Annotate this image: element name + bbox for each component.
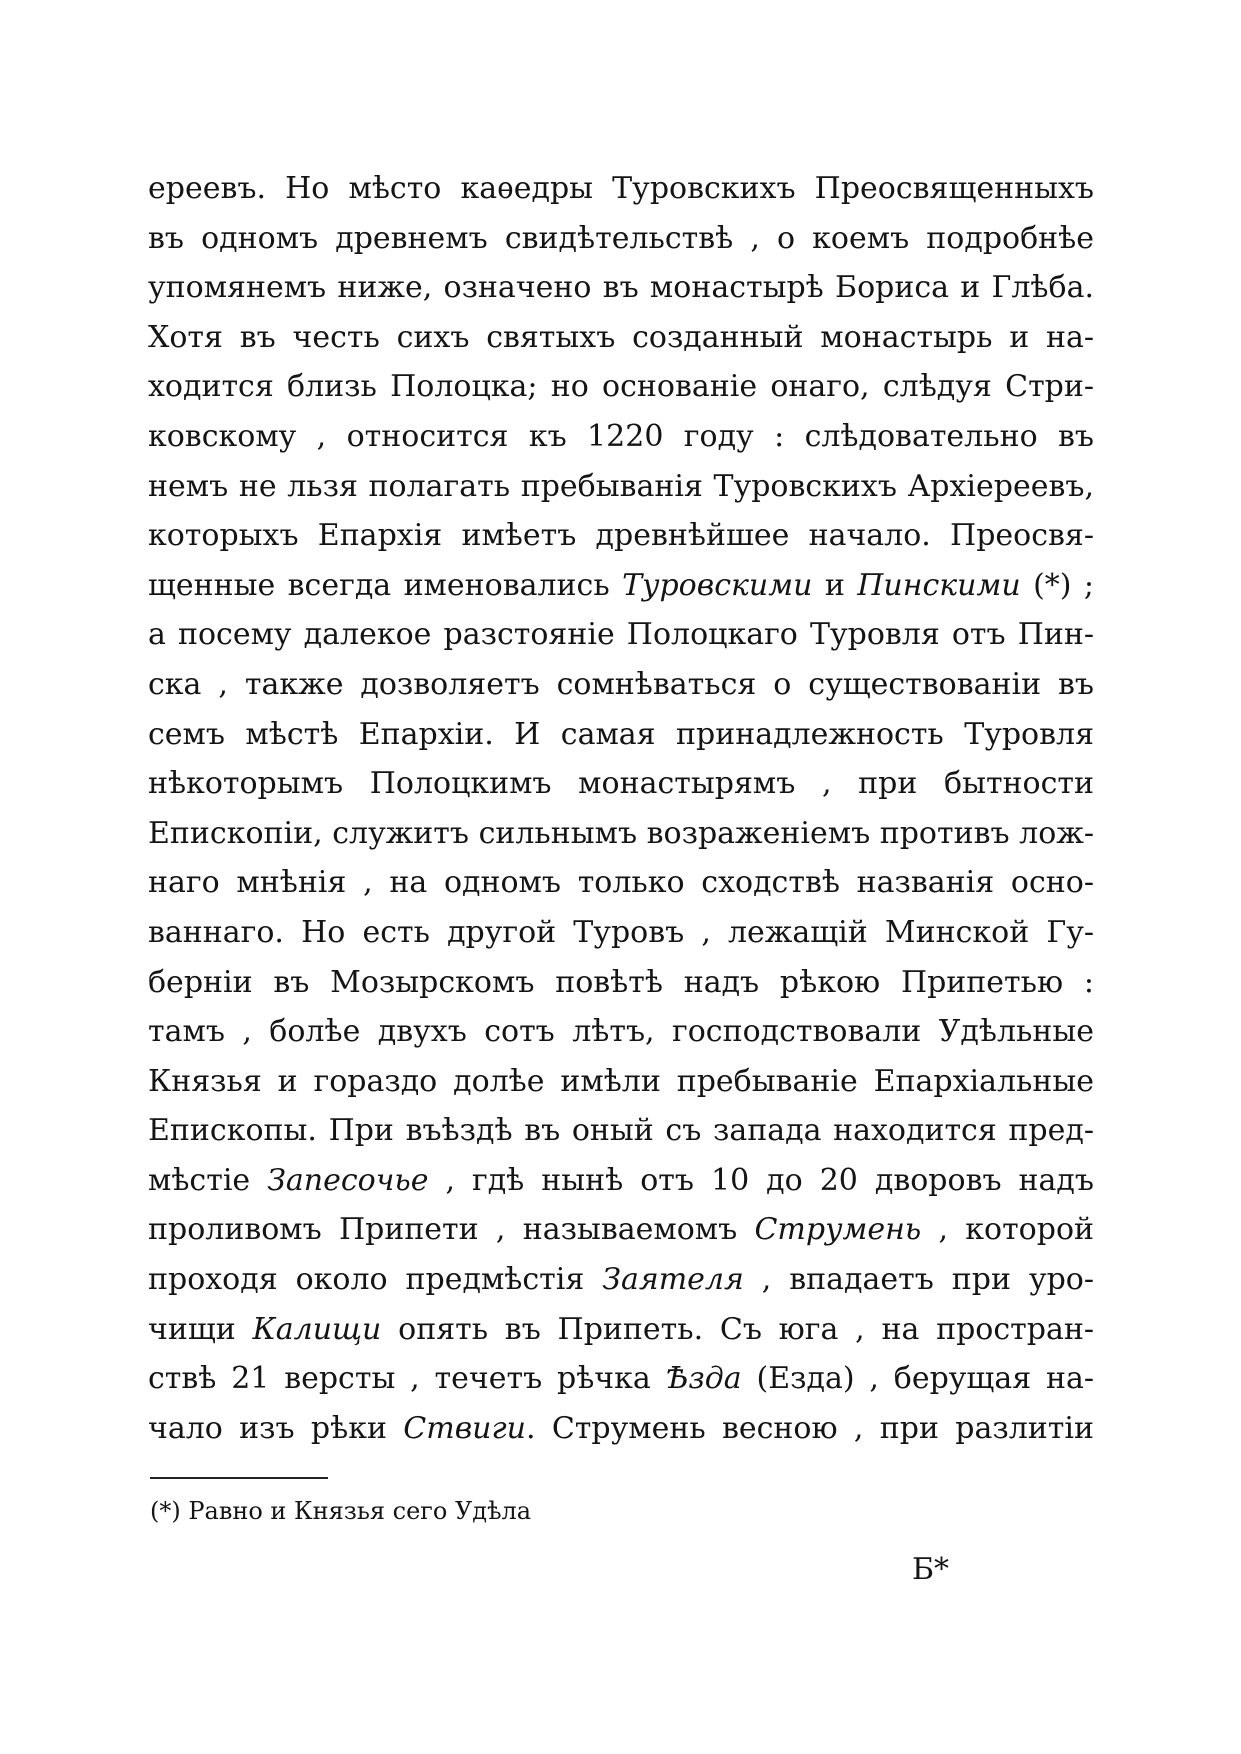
text-segment: (*) ; xyxy=(1020,567,1094,603)
text-segment: Хотя въ честь сихъ святыхъ созданный монастырь и на- xyxy=(148,319,1094,355)
text-segment: которыхъ Епархія имѣетъ древнѣйшее начало. Преосвя- xyxy=(148,518,1094,554)
italic-name: Ствиги xyxy=(403,1410,526,1446)
text-line xyxy=(148,710,1094,760)
italic-name: Запесочье xyxy=(267,1162,429,1198)
text-line xyxy=(148,313,1094,363)
text-segment: въ одномъ древнемъ свидѣтельствѣ , о коемъ подробнѣе xyxy=(148,220,1094,256)
text-segment: семъ мѣстѣ Епархіи. И самая принадлежность Туровля xyxy=(148,716,1094,752)
text-segment: (Езда) , берущая на- xyxy=(741,1361,1094,1397)
text-line xyxy=(148,214,1094,264)
text-line xyxy=(148,412,1094,462)
text-line xyxy=(148,362,1094,412)
text-segment: мѣстіе xyxy=(148,1162,268,1198)
text-segment: наго мнѣнія , на одномъ только сходствѣ названія осно- xyxy=(148,865,1094,901)
text-segment: проливомъ Припети , называемомъ xyxy=(148,1212,755,1248)
text-segment: опять въ Припеть. Съ юга , на простран- xyxy=(381,1311,1094,1347)
text-segment: ствѣ 21 версты , течетъ рѣчка xyxy=(148,1361,666,1397)
text-line xyxy=(148,561,1094,611)
text-segment: Епископы. При въѣздѣ въ оный съ запада находится пред- xyxy=(148,1113,1094,1149)
text-segment: , которой xyxy=(921,1212,1094,1248)
italic-name: Заятеля xyxy=(602,1262,744,1298)
text-segment: проходя около предмѣстія xyxy=(148,1262,603,1298)
text-segment: нѣкоторымъ Полоцкимъ монастырямъ , при бытности xyxy=(148,766,1094,802)
text-line xyxy=(148,958,1094,1008)
text-line xyxy=(148,1106,1094,1156)
text-line xyxy=(148,1156,1094,1206)
text-line xyxy=(148,1057,1094,1107)
text-segment: ска , также дозволяетъ сомнѣваться о существованіи въ xyxy=(148,666,1094,702)
italic-name: Пинскими xyxy=(857,567,1021,603)
text-segment: упомянемъ ниже, означено въ монастырѣ Бориса и Глѣба. xyxy=(148,270,1094,306)
text-line xyxy=(148,1205,1094,1255)
text-segment: чало изъ рѣки xyxy=(148,1410,404,1446)
italic-name: Ѣзда xyxy=(665,1361,742,1397)
text-segment: а посему далекое разстояніе Полоцкаго Туровля отъ Пин- xyxy=(148,617,1094,653)
text-line xyxy=(148,1255,1094,1305)
text-line xyxy=(148,164,1094,214)
text-line xyxy=(148,660,1094,710)
text-line xyxy=(148,1305,1094,1355)
text-segment: , гдѣ нынѣ отъ 10 до 20 дворовъ надъ xyxy=(428,1162,1094,1198)
text-segment: ваннаго. Но есть другой Туровъ , лежащій Минской Гу- xyxy=(148,914,1094,950)
text-segment: ереевъ. Но мѣсто каѳедры Туровскихъ Преосвященныхъ xyxy=(148,171,1094,206)
text-segment: берніи въ Мозырскомъ повѣтѣ надъ рѣкою Припетью : xyxy=(148,964,1094,1000)
text-line xyxy=(148,908,1094,958)
text-segment: ковскому , относится къ 1220 году : слѣдовательно въ xyxy=(148,418,1094,454)
text-segment: Князья и гораздо долѣе имѣли пребываніе Епархіальные xyxy=(148,1063,1094,1099)
text-line xyxy=(148,263,1094,313)
footnote-rule xyxy=(150,1477,328,1479)
text-line xyxy=(148,1007,1094,1057)
italic-name: Калищи xyxy=(252,1311,382,1347)
text-segment: , впадаетъ при уро- xyxy=(743,1262,1094,1298)
text-segment: немъ не льзя полагать пребыванія Туровскихъ Архіереевъ, xyxy=(148,468,1094,504)
text-segment: Епископіи, служитъ сильнымъ возраженіемъ противъ лож- xyxy=(148,815,1094,851)
signature-mark: Б* xyxy=(912,1552,950,1587)
text-line xyxy=(148,1404,1094,1454)
text-segment: и xyxy=(812,567,858,603)
text-line xyxy=(148,809,1094,859)
footnote: (*) Равно и Князья сего Удѣла xyxy=(150,1497,532,1525)
text-line xyxy=(148,858,1094,908)
text-segment: щенные всегда именовались xyxy=(148,567,623,603)
text-segment: . Струмень весною , при разлитіи xyxy=(525,1410,1094,1446)
text-line xyxy=(148,462,1094,512)
body-text xyxy=(148,164,1094,1453)
text-line xyxy=(148,610,1094,660)
text-line xyxy=(148,759,1094,809)
italic-name: Струмень xyxy=(754,1212,922,1248)
text-segment: тамъ , болѣе двухъ сотъ лѣтъ, господствовали Удѣльные xyxy=(148,1014,1094,1050)
text-line xyxy=(148,1354,1094,1404)
italic-name: Туровскими xyxy=(622,567,813,603)
text-line xyxy=(148,511,1094,561)
text-segment: чищи xyxy=(148,1311,253,1347)
text-segment: ходится близь Полоцка; но основаніе онаго, слѣдуя Стри- xyxy=(148,369,1094,405)
